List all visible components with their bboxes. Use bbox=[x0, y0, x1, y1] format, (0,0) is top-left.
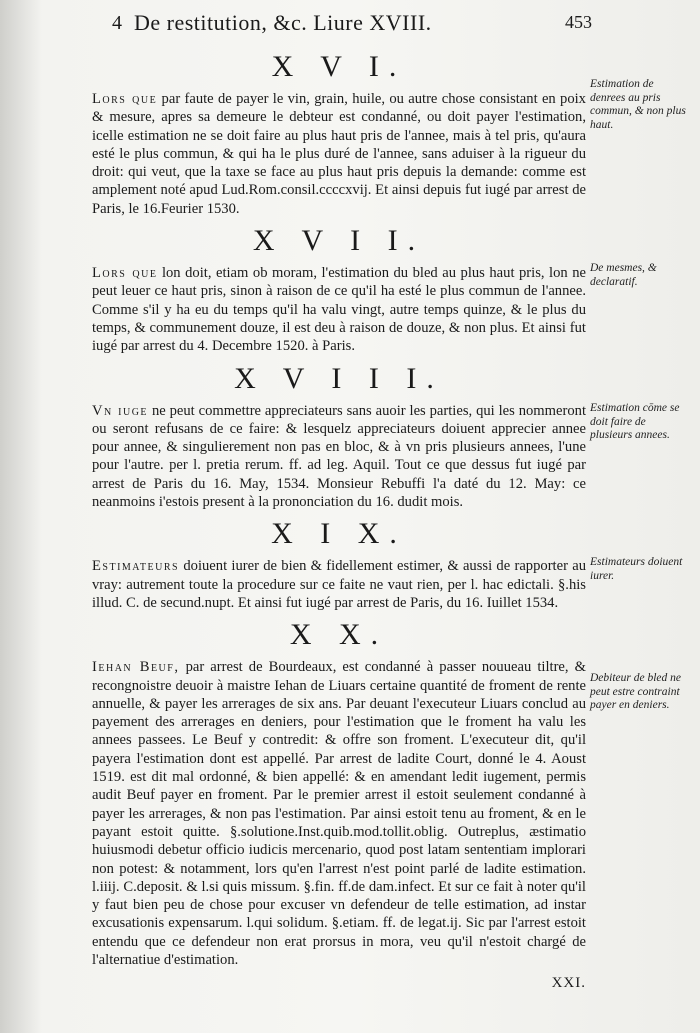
paragraph-text: par faute de payer le vin, grain, huile, ou autre chose consistant en poix & mesure, apres sa demeure le debteur est condanné, ou doit payer l'estimation, icelle estimation ne se doit faire au plus haut pris de l'annee, mais à tel pris, qu'aura esté le plus commun, & qui ha le plus duré de l'annee, sans aduiser à la rigueur du droit: qui veut, que la taxe se face au plus haut pris depuis la demande: comme est amplement noté apud Lud.Rom.consil.ccccxvij. Et ainsi depuis fut iugé par arrest de Paris, le 16.Feurier 1530. bbox=[92, 91, 586, 217]
section-text-xviii bbox=[92, 402, 586, 512]
lead-word: Vn iuge bbox=[92, 402, 149, 419]
section-title-xix: X I X. bbox=[271, 517, 407, 551]
section-text-xvii bbox=[92, 264, 586, 355]
margin-note-xviii: Estimation cōme se doit faire de plusieurs annees. bbox=[590, 402, 680, 441]
lead-word: Lors que bbox=[92, 91, 158, 107]
page-body bbox=[92, 44, 586, 992]
catchword: XXI. bbox=[551, 975, 586, 992]
folio-left: 4 bbox=[112, 12, 122, 34]
section-title-xviii: X V I I I. bbox=[234, 361, 444, 395]
lead-word: Iehan Beuf, bbox=[92, 659, 180, 676]
paragraph-text: lon doit, etiam ob moram, l'estimation du bled au plus haut pris, lon ne peut leuer ce haut pris, sinon à raison de ce qu'il ha esté le plus commun de l'annee. Comme s'il y ha eu du temps qu'il ha valu vingt, autre temps quinze, & le plus du temps, & communement douze, il est deu à raison de douze, & non plus. Et ainsi fut iugé par arrest du 4. Decembre 1520. à Paris. bbox=[92, 265, 586, 355]
running-head bbox=[112, 8, 592, 38]
margin-note-xvi: Estimation de denrees au pris commun, & non plus haut. bbox=[590, 78, 686, 131]
running-title: De restitution, &c. Liure XVIII. bbox=[134, 10, 432, 35]
section-title-xx: X X. bbox=[289, 618, 389, 652]
paragraph-text: doiuent iurer de bien & fidellement estimer, & aussi de rapporter au vray: autrement toute la procedure sur ce faite ne vaut rien, per l. hac edictali. §.his illud. C. de secund.nupt. Et ainsi fut iugé par arrest de Paris, du 16. Iuillet 1534. bbox=[92, 558, 586, 611]
section-text-xx bbox=[92, 658, 586, 969]
section-title-xvii: X V I I. bbox=[252, 224, 426, 258]
section-text-xix bbox=[92, 557, 586, 612]
lead-word: Lors que bbox=[92, 265, 158, 282]
section-title-xvi: X V I. bbox=[271, 50, 407, 83]
margin-note-xvii: De mesmes, & declaratif. bbox=[590, 262, 657, 288]
page-number: 453 bbox=[565, 12, 592, 32]
margin-note-xix: Estimateurs doiuent iurer. bbox=[590, 556, 683, 582]
paragraph-text: par arrest de Bourdeaux, est condanné à passer nouueau tiltre, & recongnoistre deuoir à maistre Iehan de Liuars certaine quantité de froment de rente annuelle, & payer les arrerages de six ans. Par deuant l'executeur Liuars conclud au payement des arrerages en deniers, pour l'estimation que le froment ha valu les annees passees. Le Beuf y contredit: & offre son froment. L'executeur dit, qu'il payera l'estimation dont est appellé. Par arrest de ladite Court, donné le 4. Aoust 1519. est dit mal ordonné, & bien appellé: & en amendant ledit iugement, permis audit Beuf payer en froment. Par le premier arrest il estoit seulement condanné à payer les arrerages, & non pas l'estimation. Par ainsi estoit tenu au froment, & en le payant estoit quitte. §.solutione.Inst.quib.mod.tollit.oblig. Outreplus, æstimatio huiusmodi debetur officio iudicis mercenario, quod post latam sententiam implorari non potest: & notamment, lors qu'en l'arrest n'est point parlé de ladite estimation. l.iiij. C.deposit. & l.si quis missum. §.fin. ff.de dam.infect. Et sur ce fait à noter qu'il y faut bien peu de chose pour excuser vn defendeur de telle estimation, ad instar excusationis expensarum. l.qui solidum. §.etiam. ff. de legat.ij. Sic par l'arrest estoit entendu que ce defendeur non erat prorsus in mora, veu qu'il n'estoit chargé de l'alternatiue d'estimation. bbox=[92, 659, 586, 968]
paragraph-text: ne peut commettre appreciateurs sans auoir les parties, qui les nommeront ou seront refusans de ce faire: & lesquelz appreciateurs doiuent apprecier annee pour annee, & singulierement non pas en bloc, & à vn pris plusieurs annees, l'une pour l'autre. per l. pretia rerum. ff. ad leg. Aquil. Tout ce que dessus fut iugé par arrest de Paris du 16. May, 1534. Monsieur Rebuffi l'a daté du 12. May: ce neanmoins i'estois present à la prononciation du 16. dudit mois. bbox=[92, 402, 586, 511]
margin-note-xx: Debiteur de bled ne peut estre contraint payer en deniers. bbox=[590, 672, 682, 711]
lead-word: Estimateurs bbox=[92, 558, 180, 575]
section-text-xvi bbox=[92, 90, 586, 218]
